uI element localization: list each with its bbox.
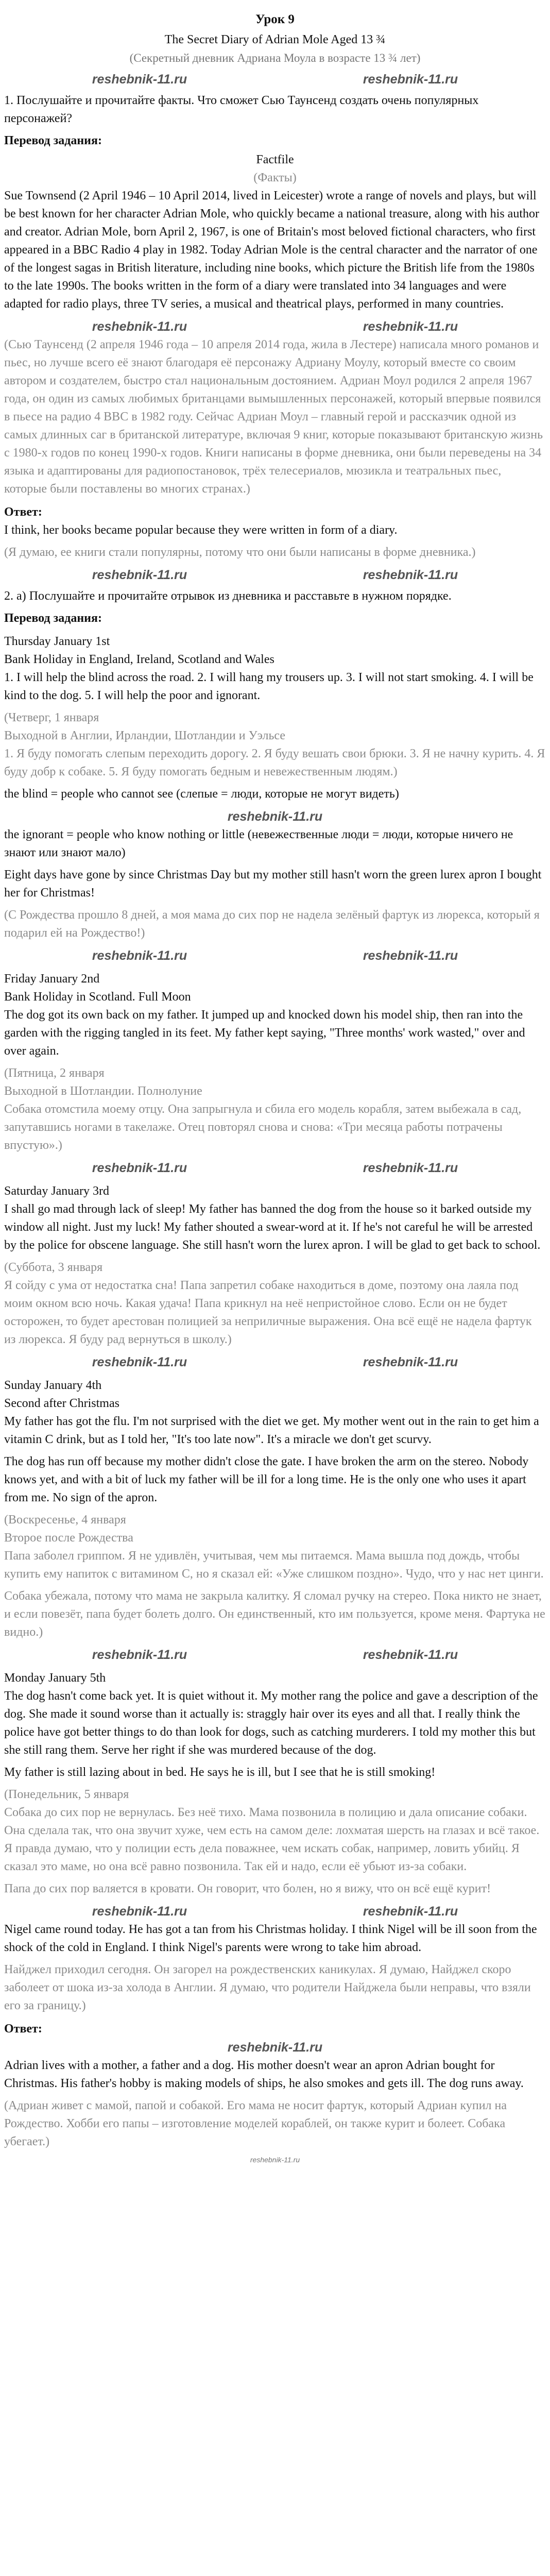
watermark-row bbox=[4, 70, 546, 89]
diary-entry-text-ru: Папа заболел гриппом. Я не удивлён, учитывая, чем мы питаемся. Мама вышла под дождь, чтобы купить ему напиток с витамином С, но я сказал ей: «Уже слишком поздно». Чудо, что у нас нет цинги. bbox=[4, 1549, 544, 1581]
task-2-prompt: 2. а) Послушайте и прочитайте отрывок из дневника и расставьте в нужном порядке. bbox=[4, 589, 452, 603]
diary-entry-text-en: The dog hasn't come back yet. It is quiet without it. My mother rang the police and gave a description of the dog. She made it sound worse than it actually is: straggly hair over its eyes and all that. I really think the police have got better things to do than look for dogs, such as catching murderers. I told my mother this but she still rang them. Serve her right if she was murdered because of the dog. bbox=[4, 1689, 538, 1757]
watermark-row bbox=[4, 1353, 546, 1371]
watermark-text: reshebnik-11.ru bbox=[363, 1648, 458, 1662]
watermark-row bbox=[4, 946, 546, 965]
diary-entry-text-ru-2: Папа до сих пор валяется в кровати. Он говорит, что болен, но я вижу, что он всё ещё курит! bbox=[4, 1882, 491, 1895]
watermark-row bbox=[4, 1902, 546, 1921]
watermark-text: reshebnik-11.ru bbox=[92, 72, 187, 87]
diary-entry-sub: Bank Holiday in England, Ireland, Scotland and Wales bbox=[4, 653, 274, 666]
diary-note: the blind = people who cannot see (слепые = люди, которые не могут видеть) bbox=[4, 787, 399, 801]
watermark-text: reshebnik-11.ru bbox=[363, 948, 458, 963]
task-1-answer-label: Ответ: bbox=[4, 505, 42, 519]
task-2-answer-label: Ответ: bbox=[4, 2022, 42, 2036]
diary-note: the ignorant = people who know nothing or little (невежественные люди = люди, которые ничего не знают или знают мало) bbox=[4, 828, 513, 859]
task-1-answer-en: I think, her books became popular because they were written in form of a diary. bbox=[4, 523, 398, 537]
watermark-text: reshebnik-11.ru bbox=[363, 568, 458, 582]
title-block bbox=[4, 9, 546, 67]
document-subtitle: (Секретный дневник Адриана Моула в возрасте 13 ¾ лет) bbox=[129, 52, 421, 64]
diary-entry-ru-sub: Второе после Рождества bbox=[4, 1531, 133, 1545]
watermark-text: reshebnik-11.ru bbox=[227, 2040, 323, 2055]
task-2-answer-en: Adrian lives with a mother, a father and a dog. His mother doesn't wear an apron Adrian bought for Christmas. His father's hobby is making models of ships, he also smokes and gets ill. The dog runs away. bbox=[4, 2059, 524, 2090]
diary-entry-ru-head: (Пятница, 2 января bbox=[4, 1066, 105, 1080]
task-1 bbox=[4, 92, 546, 562]
diary-entry-ru-sub: Выходной в Англии, Ирландии, Шотландии и Уэльсе bbox=[4, 729, 285, 742]
document-title: The Secret Diary of Adrian Mole Aged 13 ¾ bbox=[164, 33, 386, 46]
watermark-text: reshebnik-11.ru bbox=[92, 948, 187, 963]
diary-entry-ru-head: (Суббота, 3 января bbox=[4, 1261, 103, 1274]
diary-entry-text-en: The dog got its own back on my father. It jumped up and knocked down his model ship, then ran into the garden with the rigging tangled in its feet. My father kept saying, "Three months' work wasted," over and over again. bbox=[4, 1008, 525, 1058]
watermark-text: reshebnik-11.ru bbox=[227, 809, 323, 824]
task-2 bbox=[4, 587, 546, 2164]
diary-entry-text-ru: Собака до сих пор не вернулась. Без неё тихо. Мама позвонила в полицию и дала описание собаки. Она сделала так, что она звучит хуже, чем есть на самом деле: лохматая шерсть на глазах и всё такое. Я правда думаю, что у полиции есть дела поважнее, чем искать собак, например, ловить убийц. Я сказал это маме, но она всё равно позвонила. Так ей и надо, если её убьют из-за собаки. bbox=[4, 1806, 540, 1873]
diary-entry-text-en: 1. I will help the blind across the road. 2. I will hang my trousers up. 3. I will not start smoking. 4. I will be kind to the dog. 5. I will help the poor and ignorant. bbox=[4, 671, 534, 702]
watermark-text: reshebnik-11.ru bbox=[363, 1355, 458, 1369]
task-2-translation-label: Перевод задания: bbox=[4, 612, 102, 625]
factfile-text-ru: (Сью Таунсенд (2 апреля 1946 года – 10 апреля 2014 года, жила в Лестере) написала много романов и пьес, но лучше всего её знают благодаря её персонажу Адриану Моулу, который вместе со своим автором и создателем, быстро стал национальным достоянием. Адриан Моул родился 2 апреля 1967 года, он один из самых любимых британцами вымышленных персонажей, который впервые появился в пьесе на радио 4 ВВС в 1982 году. Сейчас Адриан Моул – главный герой и рассказчик одной из самых длинных саг в британской литературе, включая 9 книг, которые показывают британскую жизнь с 1980-х годов по конец 1990-х годов. Книги написаны в форме дневника, они были переведены на 34 языка и адаптированы для радиопостановок, трёх телесериалов, мюзикла и театральных пьес, которые были поставлены во многих странах.) bbox=[4, 338, 543, 496]
watermark-text: reshebnik-11.ru bbox=[363, 72, 458, 87]
watermark-text: reshebnik-11.ru bbox=[92, 1355, 187, 1369]
diary-entry-text-en: I shall go mad through lack of sleep! My father has banned the dog from the house so it barked outside my window all night. Just my luck! My father shouted a swear-word at it. If he's not careful he will be arrested by the police for obscene language. She still hasn't worn the lurex apron. I will be glad to get back to school. bbox=[4, 1202, 541, 1252]
task-1-answer-ru: (Я думаю, ее книги стали популярны, потому что они были написаны в форме дневника.) bbox=[4, 546, 476, 559]
factfile-heading-ru: (Факты) bbox=[253, 171, 297, 184]
diary-entry-sub: Second after Christmas bbox=[4, 1397, 119, 1410]
watermark-row bbox=[4, 1646, 546, 1664]
factfile-heading: Factfile bbox=[256, 153, 294, 166]
watermark-text: reshebnik-11.ru bbox=[363, 1161, 458, 1175]
diary-entry-sub: Bank Holiday in Scotland. Full Moon bbox=[4, 990, 191, 1004]
diary-entry-date: Sunday January 4th bbox=[4, 1379, 102, 1392]
watermark-small: reshebnik-11.ru bbox=[250, 2156, 300, 2164]
watermark-text: reshebnik-11.ru bbox=[363, 319, 458, 334]
diary-entry-date: Thursday January 1st bbox=[4, 635, 110, 648]
diary-entry-ru-head: (Понедельник, 5 января bbox=[4, 1788, 129, 1801]
watermark-text: reshebnik-11.ru bbox=[92, 319, 187, 334]
watermark-row bbox=[4, 1159, 546, 1177]
diary-entry-date: Saturday January 3rd bbox=[4, 1184, 109, 1198]
diary-entry-text-en: Nigel came round today. He has got a tan from his Christmas holiday. I think Nigel will be ill soon from the shock of the cold in England. I think Nigel's parents were wrong to take him abroad. bbox=[4, 1923, 537, 1954]
diary-entry-ru-head: (Четверг, 1 января bbox=[4, 711, 99, 724]
diary-entry-text-en-2: The dog has run off because my mother didn't close the gate. I have broken the arm on the stereo. Nobody knows yet, and with a bit of luck my father will be ill for a long time. He is the only one who uses it apart from me. No sign of the apron. bbox=[4, 1455, 529, 1504]
factfile-text-en: Sue Townsend (2 April 1946 – 10 April 2014, lived in Leicester) wrote a range of novels and plays, but will be best known for her character Adrian Mole, who quickly became a national treasure, along with his author and creator. Adrian Mole, born April 2, 1967, is one of Britain's most beloved fictional characters, who first appeared in a BBC Radio 4 play in 1982. Today Adrian Mole is the central character and the narrator of one of the longest sagas in British literature, including nine books, which picture the British life from the 1980s to the late 1990s. The books written in the form of a diary were translated into 34 languages and were adapted for radio plays, three TV series, a musical and theatrical plays, performed in many countries. bbox=[4, 189, 539, 311]
diary-entry-text-ru: Найджел приходил сегодня. Он загорел на рождественских каникулах. Я думаю, Найджел скоро заболеет от шока из-за холода в Англии. Я думаю, что родители Найджела были неправы, что взяли его за границу.) bbox=[4, 1963, 531, 2012]
watermark-row bbox=[4, 566, 546, 584]
task-1-prompt: 1. Послушайте и прочитайте факты. Что сможет Сью Таунсенд создать очень популярных персонажей? bbox=[4, 94, 479, 125]
diary-entry-date: Friday January 2nd bbox=[4, 972, 100, 986]
watermark-text: reshebnik-11.ru bbox=[92, 1161, 187, 1175]
watermark-row bbox=[4, 317, 546, 336]
diary-entry-ru-head: (Воскресенье, 4 января bbox=[4, 1513, 126, 1527]
diary-entry-text-ru-2: Собака убежала, потому что мама не закрыла калитку. Я сломал ручку на стерео. Пока никто не знает, и если повезёт, папа будет болеть долго. Он единственный, кто им пользуется, кроме меня. Фартука не видно.) bbox=[4, 1589, 545, 1639]
watermark-text: reshebnik-11.ru bbox=[92, 1904, 187, 1919]
diary-entry-text-ru: Собака отомстила моему отцу. Она запрыгнула и сбила его модель корабля, затем выбежала в сад, запутавшись ногами в такелаже. Отец повторял снова и снова: «Три месяца работы потрачены впустую».) bbox=[4, 1103, 522, 1152]
diary-entry-text-ru: 1. Я буду помогать слепым переходить дорогу. 2. Я буду вешать свои брюки. 3. Я не начну курить. 4. Я буду добр к собаке. 5. Я буду помогать бедным и невежественным людям.) bbox=[4, 747, 545, 778]
diary-entry-text-en: My father has got the flu. I'm not surprised with the diet we get. My mother went out in the rain to get him a vitamin C drink, but as I told her, "It's too late now". It's a miracle we don't get scurvy. bbox=[4, 1415, 539, 1446]
lesson-title: Урок 9 bbox=[255, 12, 295, 26]
diary-entry-extra-en: Eight days have gone by since Christmas Day but my mother still hasn't worn the green lurex apron I bought her for Christmas! bbox=[4, 868, 542, 900]
diary-entry-date: Monday January 5th bbox=[4, 1671, 106, 1685]
watermark-text: reshebnik-11.ru bbox=[363, 1904, 458, 1919]
watermark-text: reshebnik-11.ru bbox=[92, 568, 187, 582]
diary-entry-text-en-2: My father is still lazing about in bed. He says he is ill, but I see that he is still smoking! bbox=[4, 1766, 436, 1779]
diary-entry-ru-sub: Выходной в Шотландии. Полнолуние bbox=[4, 1084, 202, 1098]
task-1-translation-label: Перевод задания: bbox=[4, 134, 102, 147]
watermark-text: reshebnik-11.ru bbox=[92, 1648, 187, 1662]
task-2-answer-ru: (Адриан живет с мамой, папой и собакой. Его мама не носит фартук, который Адриан купил на Рождество. Хобби его папы – изготовление моделей кораблей, он также курит и болеет. Собака убегает.) bbox=[4, 2099, 507, 2148]
diary-entry-extra-ru: (С Рождества прошло 8 дней, а моя мама до сих пор не надела зелёный фартук из люрекса, который я подарил ей на Рождество!) bbox=[4, 908, 540, 940]
diary-entry-text-ru: Я сойду с ума от недостатка сна! Папа запретил собаке находиться в доме, поэтому она лаяла под моим окном всю ночь. Какая удача! Папа крикнул на неё непристойное слово. Если он не будет осторожен, то будет арестован полицией за неприличные выражения. Она всё ещё не надела фартук из люрекса. Я буду рад вернуться в школу.) bbox=[4, 1279, 532, 1346]
